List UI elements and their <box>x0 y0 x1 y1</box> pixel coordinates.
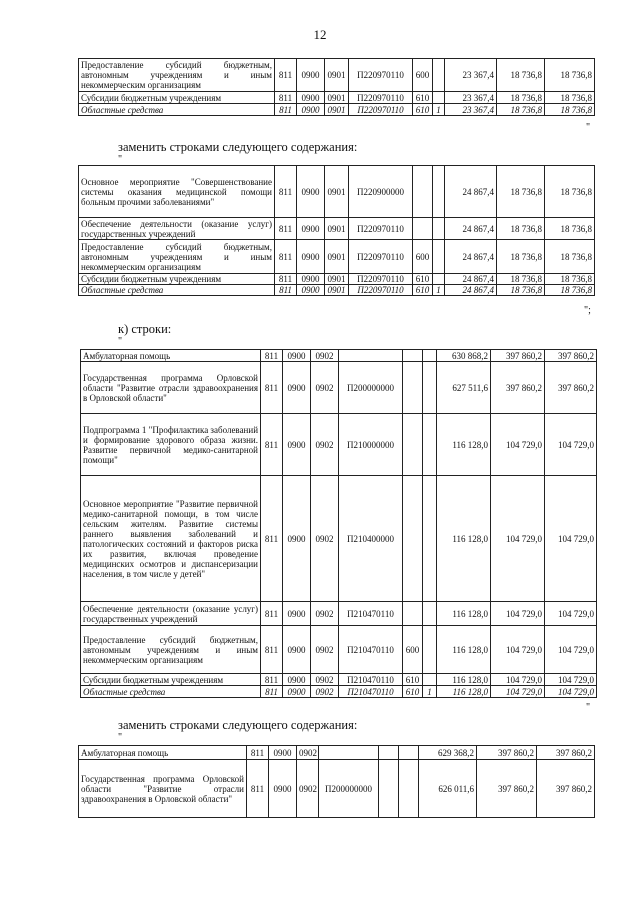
code-section: 0900 <box>297 274 325 285</box>
row-name: Областные средства <box>79 285 275 296</box>
code-ministry: 811 <box>261 362 283 414</box>
code-subsection: 0901 <box>325 104 349 116</box>
amount-year-3: 18 736,8 <box>545 240 595 274</box>
code-target-article: П220970110 <box>349 285 413 296</box>
code-target-article: П210470110 <box>339 602 403 626</box>
code-ministry: 811 <box>261 350 283 362</box>
table-row <box>79 240 595 274</box>
closing-quote: " <box>586 122 591 133</box>
amount-year-1: 24 867,4 <box>445 218 497 240</box>
amount-year-2: 397 860,2 <box>491 350 545 362</box>
code-subsection: 0902 <box>311 350 339 362</box>
amount-year-1: 23 367,4 <box>445 104 497 116</box>
code-source <box>433 166 445 218</box>
amount-year-1: 629 368,2 <box>419 746 477 760</box>
code-target-article <box>319 746 379 760</box>
code-subsection: 0902 <box>311 626 339 674</box>
amount-year-1: 24 867,4 <box>445 285 497 296</box>
code-ministry: 811 <box>275 274 297 285</box>
code-section: 0900 <box>297 59 325 92</box>
code-ministry: 811 <box>275 104 297 116</box>
row-name: Основное мероприятие "Развитие первичной медико-санитарной помощи, в том числе сельским жителям. Развитие системы раннего выявления заболеваний и патологических состояний и факторов риска их развития, включая проведение медицинских осмотров и диспансеризации населения, в том числе у детей" <box>81 476 261 602</box>
row-name: Предоставление субсидий бюджетным, автономным учреждениям и иным некоммерческим организациям <box>79 59 275 92</box>
page-number: 12 <box>313 27 327 42</box>
amount-year-2: 18 736,8 <box>497 274 545 285</box>
table-row <box>79 760 595 818</box>
amount-year-1: 627 511,6 <box>437 362 491 414</box>
code-expense-type: 610 <box>413 104 433 116</box>
table-row <box>79 92 595 104</box>
code-source: 1 <box>433 285 445 296</box>
table-row <box>79 746 595 760</box>
opening-quote: " <box>118 336 123 347</box>
code-expense-type: 610 <box>413 285 433 296</box>
code-subsection: 0901 <box>325 240 349 274</box>
amount-year-3: 104 729,0 <box>545 626 597 674</box>
code-source <box>423 602 437 626</box>
amount-year-2: 104 729,0 <box>491 626 545 674</box>
closing-quote: " <box>586 702 591 713</box>
row-name: Предоставление субсидий бюджетным, автономным учреждениям и иным некоммерческим организациям <box>81 626 261 674</box>
table-row <box>81 414 597 476</box>
amount-year-3: 18 736,8 <box>545 92 595 104</box>
amount-year-2: 18 736,8 <box>497 104 545 116</box>
table-row <box>79 166 595 218</box>
amount-year-3: 18 736,8 <box>545 218 595 240</box>
table-row <box>79 218 595 240</box>
code-source <box>423 674 437 686</box>
code-target-article: П200000000 <box>319 760 379 818</box>
amount-year-3: 397 860,2 <box>537 746 595 760</box>
table-row <box>81 626 597 674</box>
amount-year-2: 397 860,2 <box>491 362 545 414</box>
code-source <box>423 626 437 674</box>
amount-year-3: 104 729,0 <box>545 674 597 686</box>
code-target-article: П210000000 <box>339 414 403 476</box>
code-target-article <box>339 350 403 362</box>
table-row <box>81 476 597 602</box>
code-section: 0900 <box>297 285 325 296</box>
code-target-article: П200000000 <box>339 362 403 414</box>
budget-table-2 <box>78 165 595 296</box>
code-subsection: 0902 <box>311 362 339 414</box>
opening-quote: " <box>118 732 123 743</box>
code-section: 0900 <box>283 350 311 362</box>
code-source <box>399 760 419 818</box>
code-section: 0900 <box>297 218 325 240</box>
amount-year-3: 104 729,0 <box>545 686 597 698</box>
replace-paragraph: заменить строками следующего содержания: <box>118 140 358 154</box>
amount-year-2: 104 729,0 <box>491 686 545 698</box>
amount-year-1: 24 867,4 <box>445 240 497 274</box>
row-name: Амбулаторная помощь <box>79 746 247 760</box>
code-subsection: 0902 <box>297 746 319 760</box>
code-target-article: П210400000 <box>339 476 403 602</box>
code-section: 0900 <box>297 166 325 218</box>
table-row <box>81 686 597 698</box>
code-ministry: 811 <box>275 218 297 240</box>
code-ministry: 811 <box>275 285 297 296</box>
k-rows-paragraph: к) строки: <box>118 322 172 336</box>
code-expense-type <box>403 476 423 602</box>
amount-year-2: 397 860,2 <box>477 746 537 760</box>
code-ministry: 811 <box>261 674 283 686</box>
code-source <box>423 362 437 414</box>
amount-year-1: 24 867,4 <box>445 274 497 285</box>
code-target-article: П220970110 <box>349 92 413 104</box>
code-expense-type: 610 <box>413 92 433 104</box>
code-expense-type <box>413 218 433 240</box>
code-expense-type <box>403 362 423 414</box>
amount-year-2: 104 729,0 <box>491 476 545 602</box>
amount-year-3: 397 860,2 <box>545 350 597 362</box>
row-name: Государственная программа Орловской области "Развитие отрасли здравоохранения в Орловской области" <box>81 362 261 414</box>
table-row <box>79 59 595 92</box>
code-ministry: 811 <box>261 626 283 674</box>
amount-year-2: 18 736,8 <box>497 59 545 92</box>
amount-year-2: 18 736,8 <box>497 240 545 274</box>
amount-year-3: 18 736,8 <box>545 274 595 285</box>
opening-quote: " <box>118 154 123 165</box>
amount-year-3: 397 860,2 <box>545 362 597 414</box>
code-ministry: 811 <box>261 414 283 476</box>
code-section: 0900 <box>283 626 311 674</box>
amount-year-1: 626 011,6 <box>419 760 477 818</box>
code-target-article: П210470110 <box>339 674 403 686</box>
amount-year-1: 116 128,0 <box>437 414 491 476</box>
table-row <box>79 285 595 296</box>
code-source <box>433 59 445 92</box>
budget-table-3 <box>80 349 597 698</box>
code-section: 0900 <box>283 602 311 626</box>
code-expense-type <box>403 602 423 626</box>
code-subsection: 0902 <box>311 674 339 686</box>
code-subsection: 0902 <box>311 602 339 626</box>
code-subsection: 0901 <box>325 92 349 104</box>
code-target-article: П220900000 <box>349 166 413 218</box>
amount-year-1: 630 868,2 <box>437 350 491 362</box>
table-row <box>81 602 597 626</box>
code-subsection: 0902 <box>311 686 339 698</box>
amount-year-1: 116 128,0 <box>437 476 491 602</box>
code-ministry: 811 <box>275 59 297 92</box>
code-subsection: 0901 <box>325 166 349 218</box>
code-target-article: П210470110 <box>339 626 403 674</box>
code-subsection: 0902 <box>311 414 339 476</box>
row-name: Подпрограмма 1 "Профилактика заболеваний и формирование здорового образа жизни. Развитие первичной медико-санитарной помощи" <box>81 414 261 476</box>
amount-year-2: 18 736,8 <box>497 285 545 296</box>
row-name: Амбулаторная помощь <box>81 350 261 362</box>
amount-year-3: 18 736,8 <box>545 104 595 116</box>
row-name: Субсидии бюджетным учреждениям <box>79 92 275 104</box>
amount-year-1: 116 128,0 <box>437 626 491 674</box>
code-section: 0900 <box>283 686 311 698</box>
code-ministry: 811 <box>261 602 283 626</box>
code-section: 0900 <box>297 104 325 116</box>
amount-year-1: 116 128,0 <box>437 686 491 698</box>
code-subsection: 0902 <box>297 760 319 818</box>
code-expense-type: 610 <box>413 274 433 285</box>
table-row <box>81 362 597 414</box>
code-section: 0900 <box>283 674 311 686</box>
code-source <box>433 240 445 274</box>
amount-year-2: 18 736,8 <box>497 92 545 104</box>
amount-year-2: 18 736,8 <box>497 166 545 218</box>
amount-year-3: 18 736,8 <box>545 166 595 218</box>
code-ministry: 811 <box>275 240 297 274</box>
code-section: 0900 <box>297 240 325 274</box>
replace-paragraph: заменить строками следующего содержания: <box>118 718 358 732</box>
code-section: 0900 <box>283 414 311 476</box>
code-target-article: П220970110 <box>349 218 413 240</box>
code-source: 1 <box>433 104 445 116</box>
code-expense-type <box>403 414 423 476</box>
row-name: Государственная программа Орловской области "Развитие отрасли здравоохранения в Орловской области" <box>79 760 247 818</box>
code-expense-type <box>403 350 423 362</box>
code-source <box>423 414 437 476</box>
code-subsection: 0901 <box>325 285 349 296</box>
amount-year-2: 104 729,0 <box>491 602 545 626</box>
amount-year-3: 18 736,8 <box>545 59 595 92</box>
code-expense-type: 610 <box>403 686 423 698</box>
amount-year-3: 104 729,0 <box>545 414 597 476</box>
code-target-article: П220970110 <box>349 240 413 274</box>
table-row <box>81 674 597 686</box>
code-subsection: 0902 <box>311 476 339 602</box>
code-expense-type: 600 <box>413 240 433 274</box>
row-name: Предоставление субсидий бюджетным, автономным учреждениям и иным некоммерческим организациям <box>79 240 275 274</box>
row-name: Обеспечение деятельности (оказание услуг) государственных учреждений <box>81 602 261 626</box>
code-target-article: П210470110 <box>339 686 403 698</box>
row-name: Основное мероприятие "Совершенствование системы оказания медицинской помощи больным прочими заболеваниями" <box>79 166 275 218</box>
code-subsection: 0901 <box>325 59 349 92</box>
code-ministry: 811 <box>247 746 269 760</box>
code-ministry: 811 <box>275 92 297 104</box>
row-name: Областные средства <box>81 686 261 698</box>
code-source <box>399 746 419 760</box>
budget-table-1 <box>78 58 595 116</box>
code-ministry: 811 <box>261 476 283 602</box>
amount-year-1: 116 128,0 <box>437 602 491 626</box>
amount-year-1: 116 128,0 <box>437 674 491 686</box>
amount-year-3: 104 729,0 <box>545 476 597 602</box>
row-name: Субсидии бюджетным учреждениям <box>79 274 275 285</box>
code-source <box>433 274 445 285</box>
code-source: 1 <box>423 686 437 698</box>
amount-year-3: 397 860,2 <box>537 760 595 818</box>
code-expense-type: 600 <box>413 59 433 92</box>
amount-year-2: 104 729,0 <box>491 414 545 476</box>
table-row <box>79 274 595 285</box>
amount-year-3: 104 729,0 <box>545 602 597 626</box>
code-expense-type <box>379 746 399 760</box>
code-section: 0900 <box>269 746 297 760</box>
code-section: 0900 <box>283 476 311 602</box>
code-ministry: 811 <box>261 686 283 698</box>
closing-quote: "; <box>584 305 591 316</box>
amount-year-1: 23 367,4 <box>445 59 497 92</box>
code-target-article: П220970110 <box>349 59 413 92</box>
amount-year-2: 397 860,2 <box>477 760 537 818</box>
amount-year-3: 18 736,8 <box>545 285 595 296</box>
code-expense-type <box>413 166 433 218</box>
code-expense-type: 610 <box>403 674 423 686</box>
table-row <box>79 104 595 116</box>
code-source <box>423 350 437 362</box>
table-row <box>81 350 597 362</box>
amount-year-2: 18 736,8 <box>497 218 545 240</box>
code-target-article: П220970110 <box>349 104 413 116</box>
row-name: Обеспечение деятельности (оказание услуг) государственных учреждений <box>79 218 275 240</box>
code-subsection: 0901 <box>325 274 349 285</box>
code-source <box>433 218 445 240</box>
amount-year-2: 104 729,0 <box>491 674 545 686</box>
code-ministry: 811 <box>247 760 269 818</box>
row-name: Субсидии бюджетным учреждениям <box>81 674 261 686</box>
code-section: 0900 <box>269 760 297 818</box>
amount-year-1: 24 867,4 <box>445 166 497 218</box>
code-target-article: П220970110 <box>349 274 413 285</box>
budget-table-4 <box>78 745 595 818</box>
code-section: 0900 <box>297 92 325 104</box>
code-expense-type <box>379 760 399 818</box>
code-subsection: 0901 <box>325 218 349 240</box>
code-source <box>433 92 445 104</box>
code-section: 0900 <box>283 362 311 414</box>
amount-year-1: 23 367,4 <box>445 92 497 104</box>
code-ministry: 811 <box>275 166 297 218</box>
code-source <box>423 476 437 602</box>
row-name: Областные средства <box>79 104 275 116</box>
code-expense-type: 600 <box>403 626 423 674</box>
